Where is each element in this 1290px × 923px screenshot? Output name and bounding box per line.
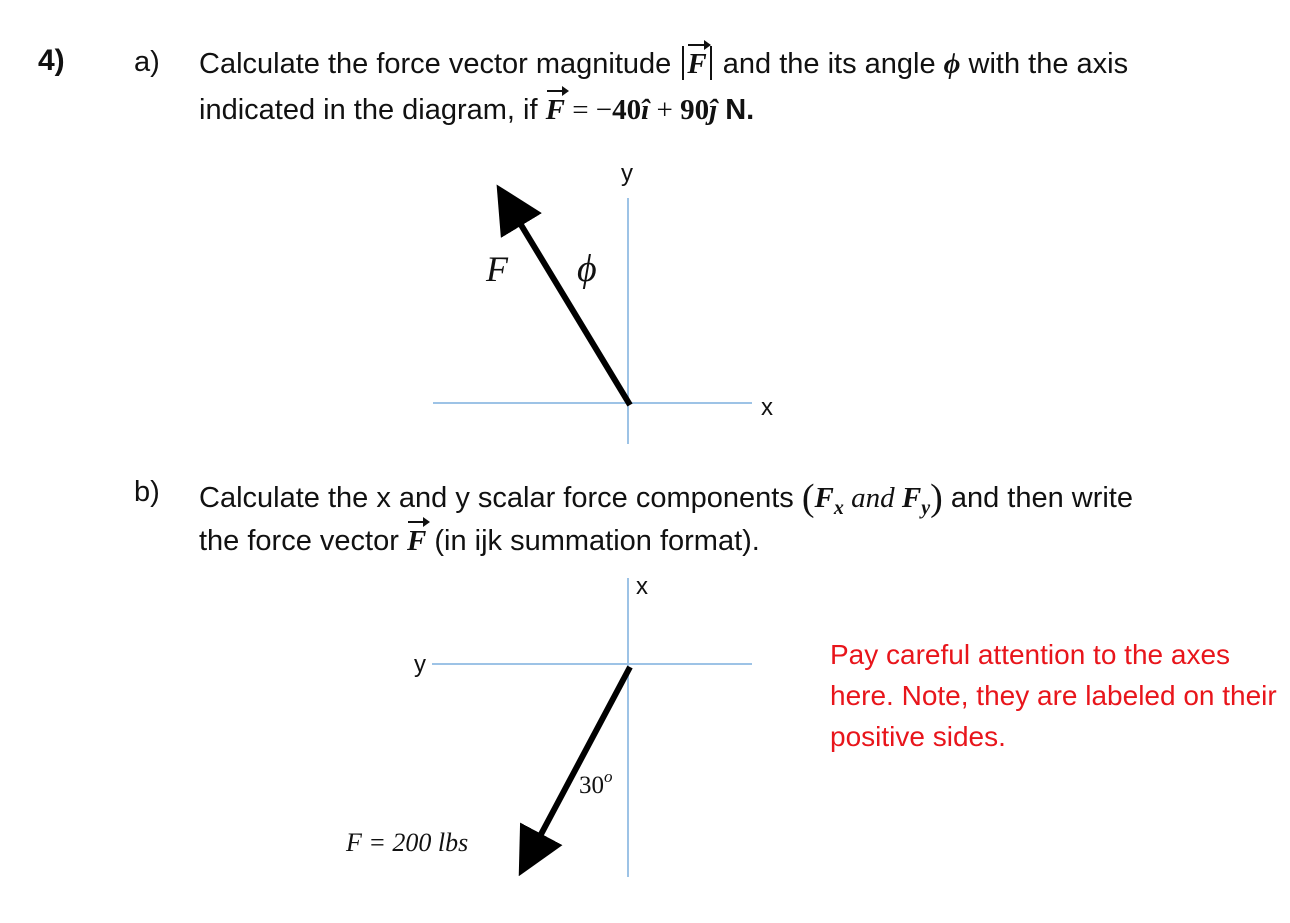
fx-symbol: F bbox=[814, 482, 834, 514]
and-word: and bbox=[843, 482, 902, 514]
diagram-a-y-label: y bbox=[621, 160, 633, 187]
fy-subscript: y bbox=[921, 496, 931, 519]
part-a-line-1-text-3: with the axis bbox=[960, 48, 1129, 80]
angle-value: 30 bbox=[579, 772, 604, 799]
diagram-b-force-label: F = 200 lbs bbox=[346, 828, 469, 857]
part-b-line-1-text-1: Calculate the x and y scalar force components bbox=[199, 482, 802, 514]
angle-degree-sup: o bbox=[604, 767, 613, 786]
question-number: 4) bbox=[38, 44, 65, 77]
unit-newton: N. bbox=[717, 94, 755, 126]
diagram-b bbox=[345, 573, 752, 877]
i-hat: î bbox=[641, 94, 650, 126]
fy-symbol: F bbox=[901, 482, 922, 514]
part-b-line-1-text-2: and then write bbox=[942, 482, 1133, 514]
open-paren: ( bbox=[801, 477, 815, 519]
vector-f-symbol: F bbox=[687, 48, 707, 80]
diagram-b-x-label: x bbox=[636, 573, 648, 600]
vector-f-symbol: F bbox=[545, 94, 565, 126]
part-a-line-2-text-1: indicated in the diagram, if bbox=[199, 94, 546, 126]
phi-symbol: ϕ bbox=[943, 48, 961, 80]
diagram-b-force-arrow bbox=[530, 667, 630, 855]
diagram-a-x-label: x bbox=[761, 394, 773, 421]
equals-minus: = − bbox=[564, 94, 613, 126]
part-a-line-1-text-1: Calculate the force vector magnitude bbox=[199, 48, 680, 80]
part-a-line-1-text-2: and the its angle bbox=[714, 48, 944, 80]
axes-warning-note: Pay careful attention to the axes here. Note, they are labeled on their positive sides. bbox=[830, 639, 1277, 752]
part-b-line-2-text-2: (in ijk summation format). bbox=[426, 525, 760, 557]
diagram-a-force-label: F bbox=[486, 249, 508, 289]
diagram-a-angle-label: ϕ bbox=[577, 248, 597, 290]
diagram-b-y-label: y bbox=[414, 651, 426, 678]
diagram-a bbox=[433, 160, 773, 444]
j-coefficient: 90 bbox=[680, 94, 710, 126]
fx-subscript: x bbox=[833, 496, 844, 519]
j-hat: ĵ bbox=[709, 94, 718, 126]
diagram-b-angle-label bbox=[579, 767, 613, 799]
vector-f-symbol: F bbox=[406, 525, 427, 557]
plus-sign: + bbox=[649, 94, 681, 126]
part-a-label: a) bbox=[134, 46, 160, 78]
part-b-label: b) bbox=[134, 476, 160, 508]
diagram-a-force-arrow bbox=[509, 205, 630, 405]
close-paren: ) bbox=[930, 477, 943, 519]
part-b-line-2-text-1: the force vector bbox=[199, 525, 407, 557]
i-coefficient: 40 bbox=[612, 94, 642, 126]
